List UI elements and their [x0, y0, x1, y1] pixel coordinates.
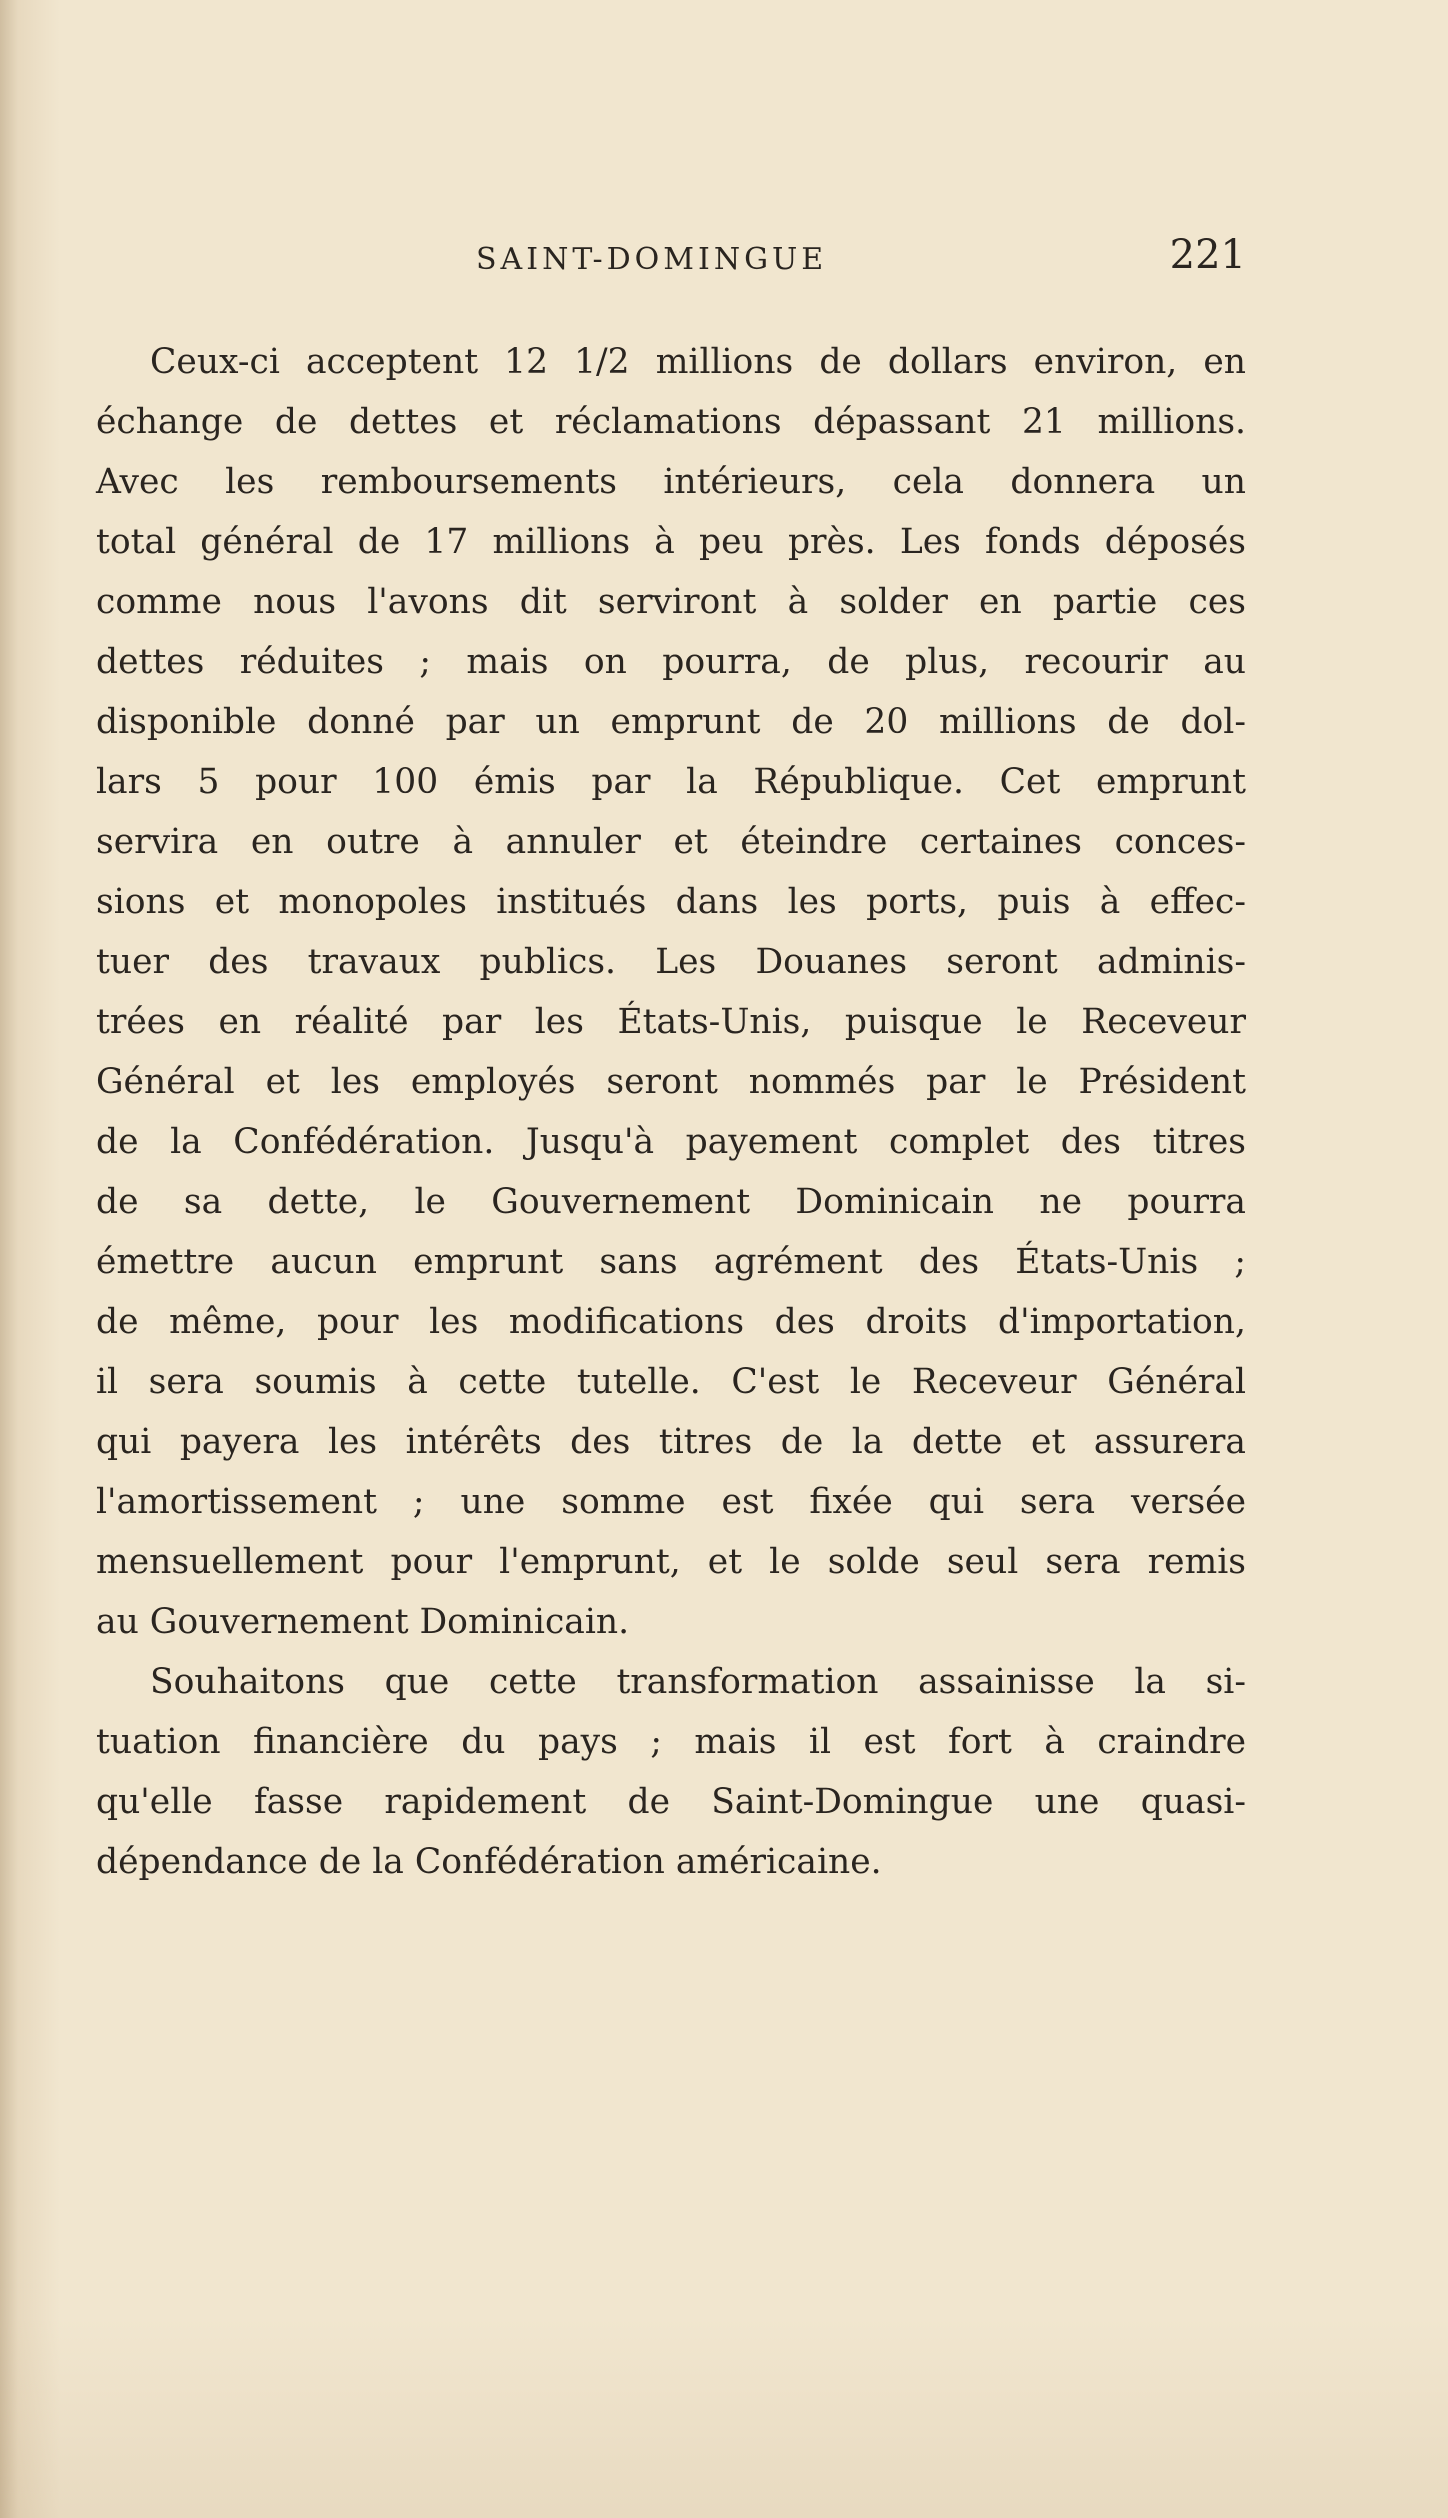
- text-line: qui payera les intérêts des titres de la dette et assurera: [96, 1422, 1246, 1462]
- text-line: comme nous l'avons dit serviront à solder en partie ces: [96, 582, 1246, 622]
- page-number: 221: [1169, 232, 1246, 278]
- text-line: Avec les remboursements intérieurs, cela donnera un: [96, 462, 1246, 502]
- text-line: disponible donné par un emprunt de 20 millions de dol-: [96, 702, 1246, 742]
- text-line: lars 5 pour 100 émis par la République. Cet emprunt: [96, 762, 1246, 802]
- text-line: Général et les employés seront nommés par le Président: [96, 1062, 1246, 1102]
- text-line: de la Confédération. Jusqu'à payement complet des titres: [96, 1122, 1246, 1162]
- text-line: trées en réalité par les États-Unis, puisque le Receveur: [96, 1002, 1246, 1042]
- text-line: émettre aucun emprunt sans agrément des États-Unis ;: [96, 1242, 1246, 1282]
- text-line: Souhaitons que cette transformation assainisse la si-: [150, 1662, 1246, 1702]
- text-line: tuer des travaux publics. Les Douanes seront adminis-: [96, 942, 1246, 982]
- text-line: dépendance de la Confédération américaine.: [96, 1842, 882, 1882]
- text-line: servira en outre à annuler et éteindre certaines conces-: [96, 822, 1246, 862]
- text-line: au Gouvernement Dominicain.: [96, 1602, 630, 1642]
- text-line: Ceux-ci acceptent 12 1/2 millions de dollars environ, en: [150, 342, 1246, 382]
- text-line: il sera soumis à cette tutelle. C'est le Receveur Général: [96, 1362, 1246, 1402]
- text-line: l'amortissement ; une somme est fixée qui sera versée: [96, 1482, 1246, 1522]
- body-text: [96, 332, 1246, 1892]
- text-line: tuation financière du pays ; mais il est fort à craindre: [96, 1722, 1246, 1762]
- paragraph-2: [96, 1652, 1246, 1892]
- text-line: qu'elle fasse rapidement de Saint-Domingue une quasi-: [96, 1782, 1246, 1822]
- text-line: de même, pour les modifications des droits d'importation,: [96, 1302, 1246, 1342]
- text-line: de sa dette, le Gouvernement Dominicain ne pourra: [96, 1182, 1246, 1222]
- text-line: dettes réduites ; mais on pourra, de plus, recourir au: [96, 642, 1246, 682]
- text-line: total général de 17 millions à peu près. Les fonds déposés: [96, 522, 1246, 562]
- text-line: sions et monopoles institués dans les ports, puis à effec-: [96, 882, 1246, 922]
- paragraph-1: [96, 332, 1246, 1652]
- running-title: SAINT-DOMINGUE: [476, 242, 828, 277]
- text-line: échange de dettes et réclamations dépassant 21 millions.: [96, 402, 1246, 442]
- running-head: [96, 232, 1246, 292]
- text-line: mensuellement pour l'emprunt, et le solde seul sera remis: [96, 1542, 1246, 1582]
